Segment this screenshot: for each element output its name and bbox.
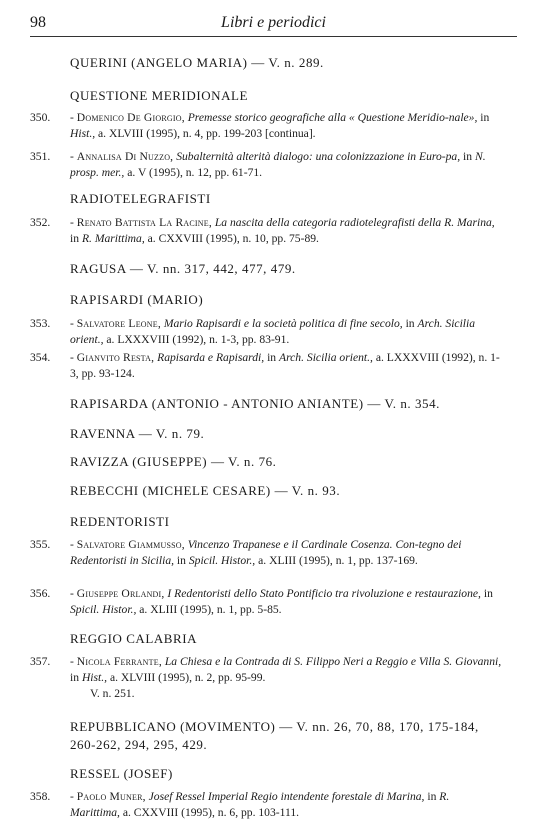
- bibliography-entry: [30, 586, 502, 618]
- entry-in: in: [483, 587, 493, 600]
- entry-details: a. CXXVIII (1995), n. 6, pp. 103-111.: [122, 806, 300, 819]
- entry-title: Premesse storico geografiche alla « Questione Meridio-nale»,: [187, 111, 478, 124]
- entry-in: in: [405, 317, 415, 330]
- entry-body: - Paolo Muner, Josef Ressel Imperial Regio intendente forestale di Marina, in R. Marittima, a. CXXVIII (1995), n. 6, pp. 103-111.: [70, 790, 450, 819]
- entry-details: a. XLVIII (1995), n. 2, pp. 95-99.: [109, 671, 266, 684]
- entry-in: in: [480, 111, 490, 124]
- entry-in: in: [70, 232, 80, 245]
- entry-body: - Gianvito Resta, Rapisarda e Rapisardi, in Arch. Sicilia orient., a. LXXXVIII (1992), n. 1-3, pp. 93-124.: [70, 351, 500, 380]
- entry-details: a. CXXVIII (1995), n. 10, pp. 75-89.: [147, 232, 319, 245]
- entry-author: Gianvito Resta,: [76, 351, 155, 364]
- entry-author: Annalisa Di Nuzzo,: [76, 150, 174, 163]
- entry-author: Salvatore Giammusso,: [76, 538, 185, 551]
- entry-in: in: [70, 671, 80, 684]
- entry-journal: Spicil. Histor.,: [188, 554, 256, 567]
- entry-journal: Arch. Sicilia orient.,: [279, 351, 373, 364]
- running-title: Libri e periodici: [221, 14, 326, 31]
- entry-journal: Hist.,: [81, 671, 108, 684]
- entry-details: a. XLIII (1995), n. 1, pp. 137-169.: [258, 554, 418, 567]
- subject-heading: REGGIO CALABRIA: [70, 631, 198, 646]
- subject-heading: RAGUSA — V. nn. 317, 442, 477, 479.: [70, 261, 296, 276]
- entry-journal: R. Marittima,: [81, 232, 145, 245]
- entry-number: 354.: [30, 351, 51, 364]
- entry-journal: N. prosp. mer.,: [70, 150, 486, 179]
- entry-author: Nicola Ferrante,: [76, 655, 162, 668]
- entry-journal: R. Marittima,: [70, 790, 450, 819]
- entry-number: 355.: [30, 538, 51, 551]
- entry-details: a. LXXXVIII (1992), n. 1-3, pp. 83-91.: [106, 333, 290, 346]
- subject-heading: RAPISARDA (ANTONIO - ANTONIO ANIANTE) — V. n. 354.: [70, 396, 440, 411]
- subject-heading: REPUBBLICANO (MOVIMENTO) — V. nn. 26, 70, 88, 170, 175-184, 260-262, 294, 295, 429.: [70, 719, 479, 752]
- entry-details: a. XLVIII (1995), n. 4, pp. 199-203 [continua].: [98, 127, 316, 140]
- entry-number: 350.: [30, 111, 51, 124]
- entry-number: 357.: [30, 655, 51, 668]
- page-number: 98: [30, 14, 46, 31]
- entry-body: - Nicola Ferrante, La Chiesa e la Contrada di S. Filippo Neri a Reggio e Villa S. Giovanni, in Hist., a. XLVIII (1995), n. 2, pp. 95-99.: [70, 655, 502, 684]
- entry-title: Mario Rapisardi e la società politica di fine secolo,: [163, 317, 403, 330]
- subject-heading: RAPISARDI (MARIO): [70, 292, 204, 307]
- bibliography-entry: [30, 215, 502, 247]
- entry-details: a. V (1995), n. 12, pp. 61-71.: [127, 166, 263, 179]
- entry-cross-reference: V. n. 251.: [90, 687, 135, 700]
- entry-body: - Renato Battista La Racine, La nascita della categoria radiotelegrafisti della R. Marina, in R. Marittima, a. CXXVIII (1995), n. 10, pp. 75-89.: [70, 216, 495, 245]
- bibliography-entry: [30, 110, 502, 142]
- entry-author: Renato Battista La Racine,: [76, 216, 212, 229]
- subject-heading: REBECCHI (MICHELE CESARE) — V. n. 93.: [70, 483, 341, 498]
- entry-body: - Domenico De Giorgio, Premesse storico geografiche alla « Questione Meridio-nale», in Hist., a. XLVIII (1995), n. 4, pp. 199-203 [continua].: [70, 111, 490, 140]
- entry-number: 356.: [30, 587, 51, 600]
- entry-title: Vincenzo Trapanese e il Cardinale Cosenza. Con-tegno dei Redentoristi in Sicilia,: [70, 538, 462, 567]
- bibliography-entry: [30, 316, 502, 348]
- subject-heading: RAVIZZA (GIUSEPPE) — V. n. 76.: [70, 454, 277, 469]
- entry-in: in: [463, 150, 473, 163]
- entry-number: 351.: [30, 150, 51, 163]
- entry-author: Salvatore Leone,: [76, 317, 161, 330]
- entry-body: - Salvatore Giammusso, Vincenzo Trapanese e il Cardinale Cosenza. Con-tegno dei Redentoristi in Sicilia, in Spicil. Histor., a. XLIII (1995), n. 1, pp. 137-169.: [70, 538, 462, 567]
- entry-number: 353.: [30, 317, 51, 330]
- entry-in: in: [267, 351, 277, 364]
- bibliography-entry: [30, 350, 502, 382]
- subject-heading: RAVENNA — V. n. 79.: [70, 426, 205, 441]
- entry-author: Giuseppe Orlandi,: [76, 587, 165, 600]
- entry-in: in: [427, 790, 437, 803]
- entry-journal: Spicil. Histor.,: [70, 603, 137, 616]
- entry-details: a. LXXXVIII (1992), n. 1-3, pp. 93-124.: [70, 351, 500, 380]
- entry-title: Subalternità alterità dialogo: una colonizzazione in Euro-pa,: [176, 150, 461, 163]
- bibliography-entry: [30, 537, 502, 569]
- page-header: [30, 14, 517, 36]
- header-rule: [30, 36, 517, 37]
- entry-in: in: [176, 554, 186, 567]
- entry-number: 352.: [30, 216, 51, 229]
- entry-title: La Chiesa e la Contrada di S. Filippo Neri a Reggio e Villa S. Giovanni,: [164, 655, 502, 668]
- entry-body: - Annalisa Di Nuzzo, Subalternità alterità dialogo: una colonizzazione in Euro-pa, in N. prosp. mer., a. V (1995), n. 12, pp. 61-71.: [70, 150, 486, 179]
- subject-heading: QUESTIONE MERIDIONALE: [70, 88, 248, 103]
- entry-title: I Redentoristi dello Stato Pontificio tra rivoluzione e restaurazione,: [167, 587, 481, 600]
- entry-title: Rapisarda e Rapisardi,: [157, 351, 265, 364]
- bibliography-entry: [30, 789, 502, 821]
- subject-heading: QUERINI (ANGELO MARIA) — V. n. 289.: [70, 55, 324, 70]
- bibliography-entry: [30, 149, 502, 181]
- entry-title: La nascita della categoria radiotelegrafisti della R. Marina,: [214, 216, 495, 229]
- entry-author: Domenico De Giorgio,: [76, 111, 185, 124]
- entry-number: 358.: [30, 790, 51, 803]
- entry-body: - Salvatore Leone, Mario Rapisardi e la società politica di fine secolo, in Arch. Sicilia orient., a. LXXXVIII (1992), n. 1-3, pp. 83-91.: [70, 317, 476, 346]
- entry-details: a. XLIII (1995), n. 1, pp. 5-85.: [139, 603, 282, 616]
- entry-author: Paolo Muner,: [76, 790, 146, 803]
- entry-body: - Giuseppe Orlandi, I Redentoristi dello Stato Pontificio tra rivoluzione e restaurazione, in Spicil. Histor., a. XLIII (1995), n. 1, pp. 5-85.: [70, 587, 493, 616]
- bibliography-entry: [30, 654, 502, 702]
- subject-heading: REDENTORISTI: [70, 514, 170, 529]
- entry-journal: Hist.,: [70, 127, 96, 140]
- subject-heading: RADIOTELEGRAFISTI: [70, 191, 211, 206]
- subject-heading: RESSEL (JOSEF): [70, 766, 173, 781]
- entry-journal: Arch. Sicilia orient.,: [70, 317, 476, 346]
- entry-title: Josef Ressel Imperial Regio intendente forestale di Marina,: [148, 790, 425, 803]
